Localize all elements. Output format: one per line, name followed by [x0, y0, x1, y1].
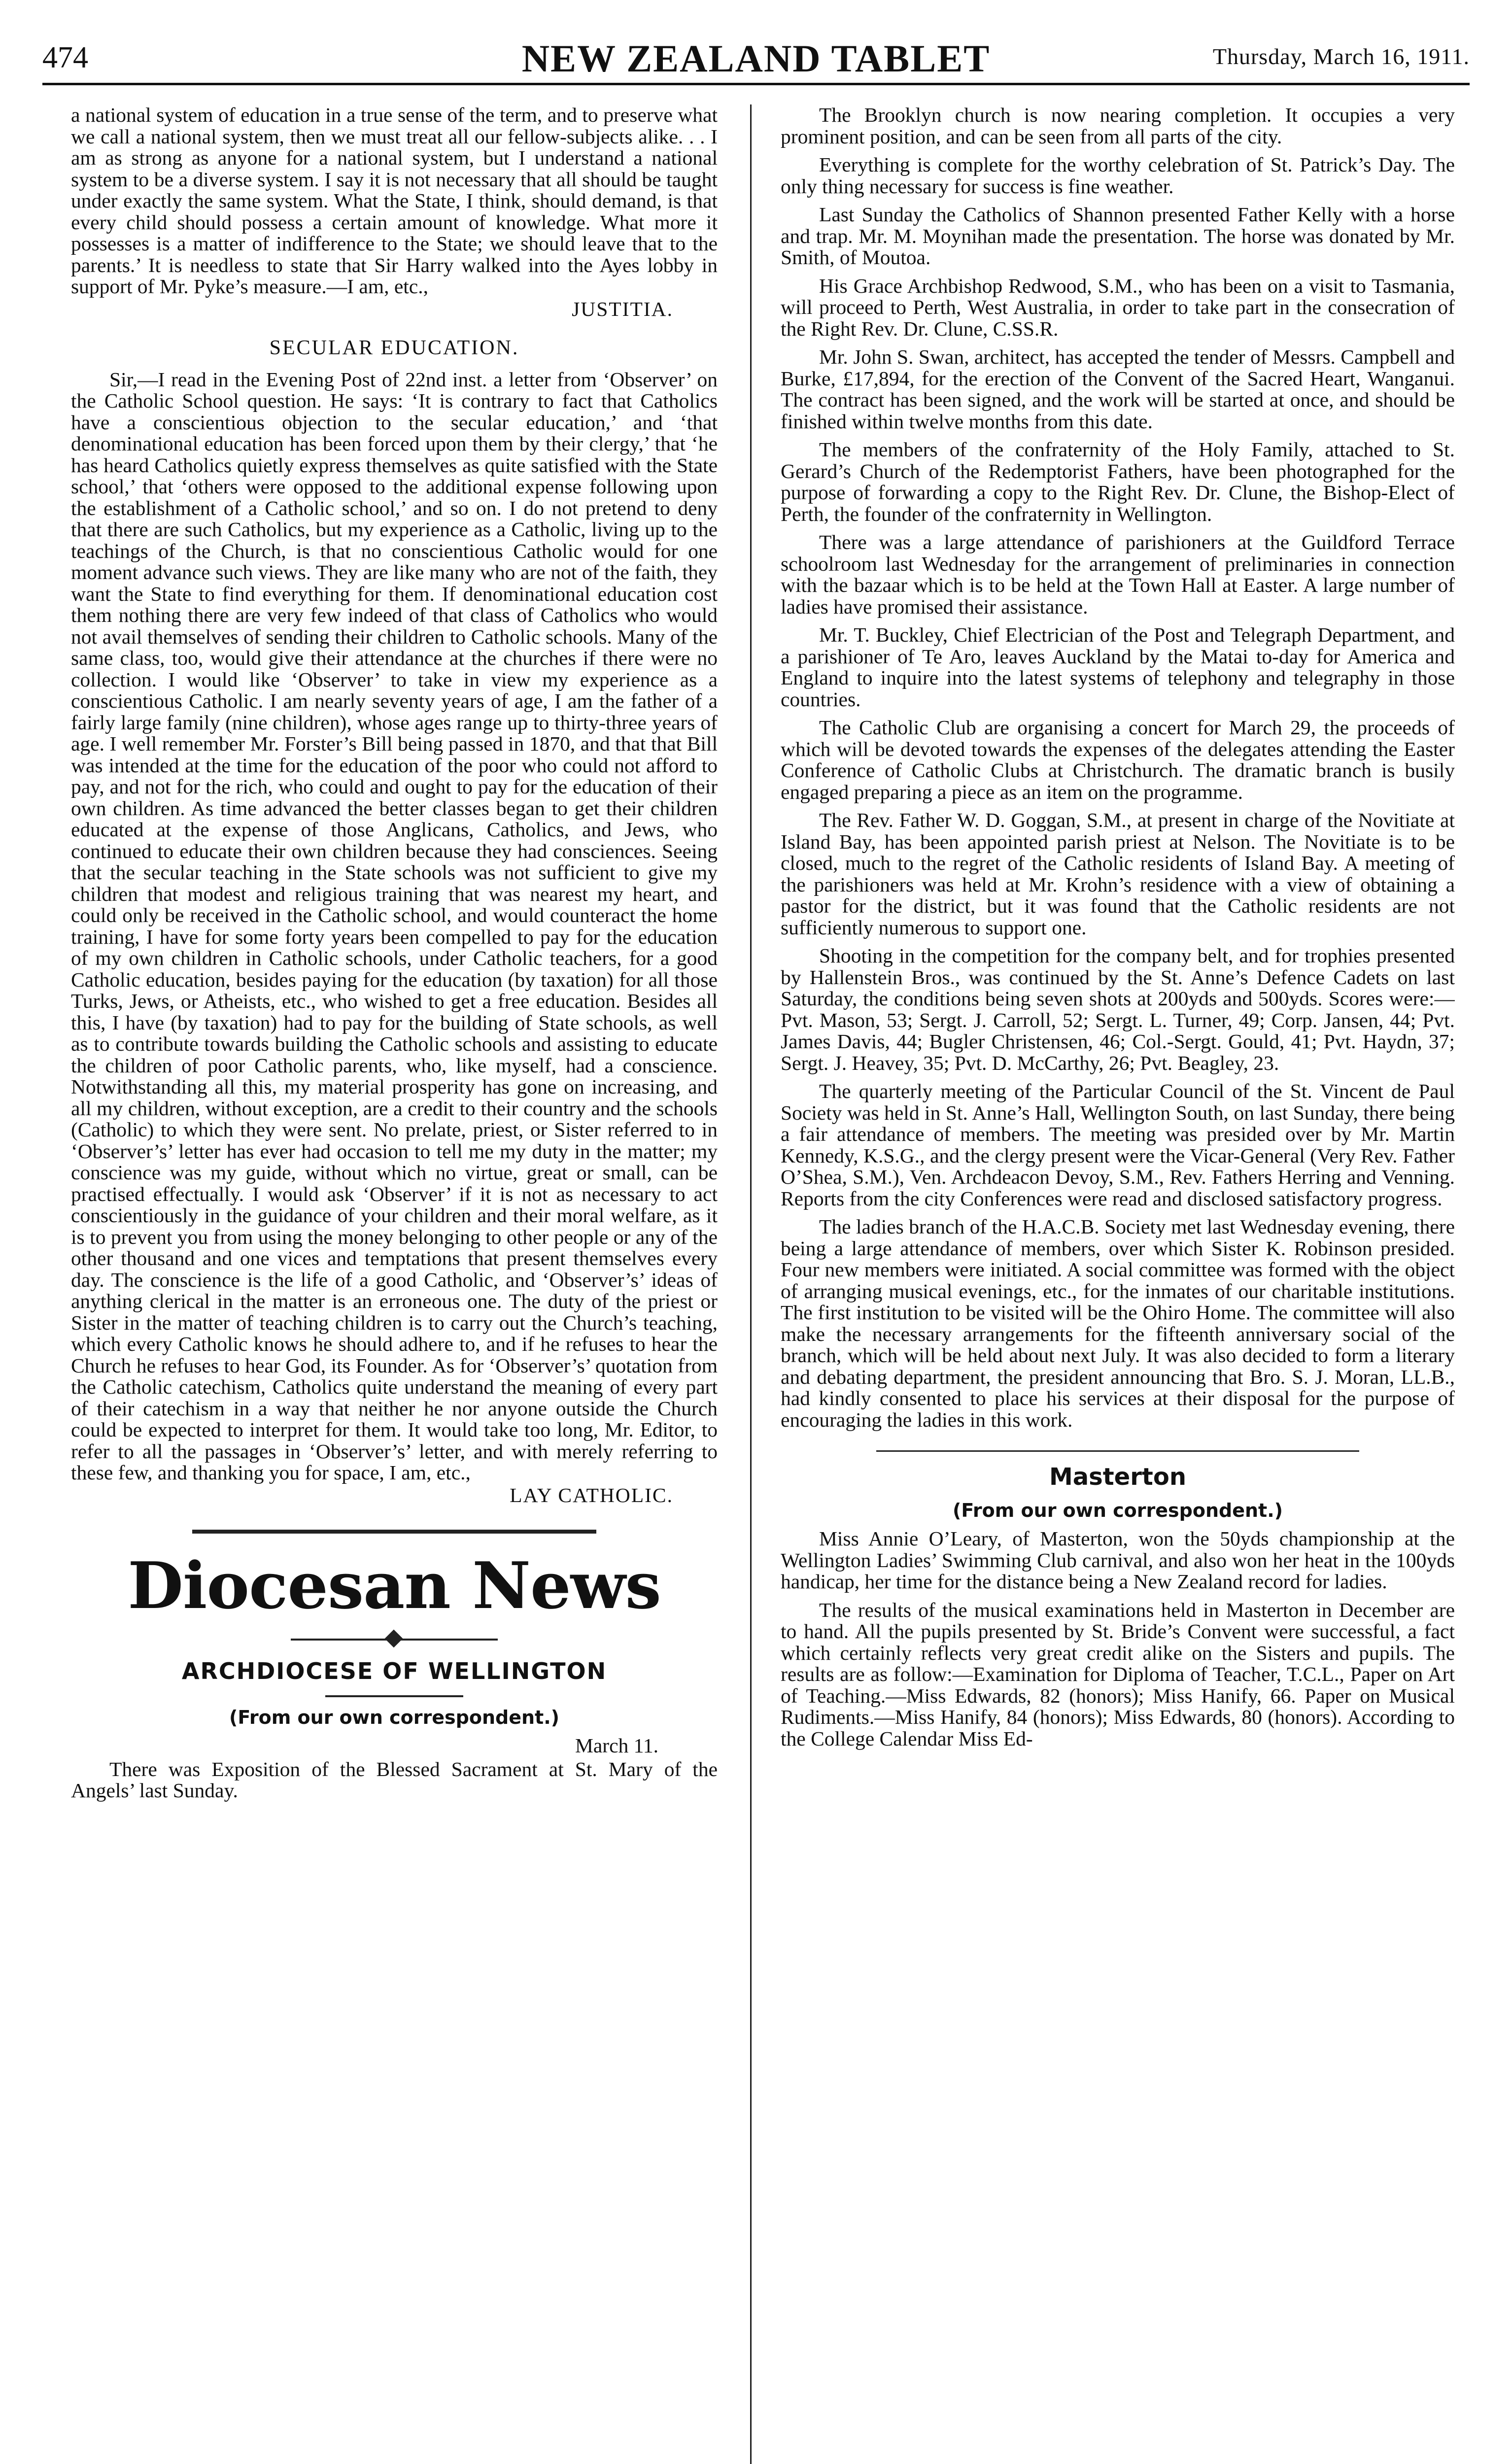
news-item: His Grace Archbishop Redwood, S.M., who has been on a visit to Tasmania, will proceed to Perth, West Australia, in order to take part in the consecration of the Right Rev. Dr. Clune, C.SS.R. — [781, 274, 1455, 340]
page-header — [42, 38, 1470, 85]
news-item: There was a large attendance of parishioners at the Guildford Terrace schoolroom last Wednesday for the arrangement of preliminaries in connection with the bazaar which is to be held at the Town Hall at Easter. A large number of ladies have promised their assistance. — [781, 531, 1455, 618]
issue-date: Thursday, March 16, 1911. — [1212, 44, 1470, 69]
news-item: The ladies branch of the H.A.C.B. Society met last Wednesday evening, there being a large attendance of members, over which Sister K. Robinson presided. Four new members were initiated. A social committee was formed with the object of arranging musical evenings, etc., for the inmates of our charitable institutions. The first institution to be visited will be the Ohiro Home. The committee will also make the necessary arrangements for the fifteenth anniversary social of the branch, which will be held about next July. It was also decided to form a literary and debating department, the president announcing that Bro. S. J. Moran, LL.B., had kindly consented to place his services at their disposal for the purpose of encouraging the ladies in this work. — [781, 1215, 1455, 1431]
archdiocese-heading: ARCHDIOCESE OF WELLINGTON — [181, 1658, 607, 1684]
news-item: Miss Annie O’Leary, of Masterton, won the 50yds championship at the Wellington Ladies’ Swimming Club carnival, and also won her heat in the 100yds handicap, her time for the distance being a New Zealand record for ladies. — [781, 1527, 1455, 1593]
news-item: Shooting in the competition for the company belt, and for trophies presented by Hallenstein Bros., was continued by the St. Anne’s Defence Cadets on last Saturday, the conditions being seven shots at 200yds and 500yds. Scores were:—Pvt. Mason, 53; Sergt. J. Carroll, 52; Sergt. L. Turner, 49; Corp. Jansen, 44; Pvt. James Davis, 44; Bugler Christensen, 46; Col.-Sergt. Gould, 41; Pvt. Haydn, 37; Sergt. J. Heavey, 35; Pvt. D. McCarthy, 26; Pvt. Beagley, 23. — [781, 944, 1455, 1074]
news-item: The members of the confraternity of the Holy Family, attached to St. Gerard’s Church of the Redemptorist Fathers, have been photographed for the purpose of forwarding a copy to the Right Rev. Dr. Clune, the Bishop-Elect of Perth, the founder of the confraternity in Wellington. — [781, 438, 1455, 525]
letter-continuation: a national system of education in a true sense of the term, and to preserve what we call a national system, then we must treat all our fellow-subjects alike. . . I am as strong as anyone for a national system, but I understand a national system to be a diverse system. I say it is not necessary that all should be taught under exactly the same system. What the State, I think, should demand, is that every child should possess a certain amount of knowledge. What more it possesses is a matter of indifference to the State; we should leave that to the parents.’ It is needless to state that Sir Harry walked into the Ayes lobby in support of Mr. Pyke’s measure.—I am, etc., — [71, 104, 718, 298]
news-item: The Catholic Club are organising a concert for March 29, the proceeds of which will be devoted towards the expenses of the delegates attending the Easter Conference of Catholic Clubs at Christchurch. The dramatic branch is busily engaged preparing a piece as an item on the programme. — [781, 716, 1455, 803]
newspaper-title: NEW ZEALAND TABLET — [521, 37, 991, 80]
column-divider — [750, 104, 752, 2464]
left-column — [71, 104, 718, 2464]
letter-lay-catholic: Sir,—I read in the Evening Post of 22nd inst. a letter from ‘Observer’ on the Catholic School question. He says: ‘It is contrary to fact that Catholics have a conscientious objection to the secular education,’ and ‘that denominational education has been forced upon them by their clergy,’ that ‘he has heard Catholics quietly express themselves as quite satisfied with the State school,’ that ‘others were opposed to the additional expense following upon the establishment of a Catholic school,’ and so on. I do not pretend to deny that there are such Catholics, but my experience as a Catholic, living up to the teachings of the Church, is that no conscientious Catholic would for one moment advance such views. They are like many who are not of the faith, they want the State to find everything for them. If denominational education cost them nothing there are very few indeed of that class of Catholics who would not avail themselves of sending their children to Catholic schools. Many of the same class, too, would give their attendance at the churches if there were no collection. I would like ‘Observer’ to take in view my experience as a conscientious Catholic. I am nearly seventy years of age, I am the father of a fairly large family (nine children), whose ages range up to thirty-three years of age. I well remember Mr. Forster’s Bill being passed in 1870, and that that Bill was intended at the time for the education of the poor who could not afford to pay, and not for the rich, who could and ought to pay for the education of their own children. As time advanced the better classes began to get their children educated at the expense of those Anglicans, Catholics, and Jews, who continued to educate their own children because they had consciences. Seeing that the secular teaching in the State schools was not sufficient to give my children that modest and religious training that was nearest my heart, and could only be received in the Catholic school, and would counteract the home training, I have for some forty years been compelled to pay for the education of my own children in Catholic schools, under Catholic teachers, for a good Catholic education, besides paying for the education (by taxation) for all those Turks, Jews, or Atheists, etc., who wished to get a free education. Besides all this, I have (by taxation) had to pay for the building of State schools, as well as to contribute towards building the Catholic schools and assisting to educate the children of poor Catholic parents, who, like myself, had a conscience. Notwithstanding all this, my material prosperity has gone on increasing, and all my children, without exception, are a credit to their country and the schools (Catholic) to which they were sent. No prelate, priest, or Sister referred to in ‘Observer’s’ letter has ever had occasion to tell me my duty in the matter; my conscience was my guide, without which no virtue, great or small, can be practised effectually. I would ask ‘Observer’ if it is not as necessary to act conscientiously in the guidance of your children and their moral welfare, as it is to prevent you from using the money belonging to other people or any of the other thousand and one vices and temptations that present themselves every day. The conscience is the life of a good Catholic, and ‘Observer’s’ ideas of anything clerical in the matter is an erroneous one. The duty of the priest or Sister in the matter of teaching children is to carry out the Church’s teaching, which every Catholic knows he should adhere to, and if he refuses to hear the Church he refuses to hear God, its Founder. As for ‘Observer’s’ quotation from the Catholic catechism, Catholics quite understand the meaning of every part of their catechism in a way that neither he nor anyone outside the Church could be expected to interpret for them. It would take too long, Mr. Editor, to refer to all the passages in ‘Observer’s’ letter, and with merely referring to these few, and thanking you for space, I am, etc., — [71, 368, 718, 1484]
news-item: Everything is complete for the worthy celebration of St. Patrick’s Day. The only thing necessary for success is fine weather. — [781, 153, 1455, 198]
news-item: The Rev. Father W. D. Goggan, S.M., at present in charge of the Novitiate at Island Bay, has been appointed parish priest at Nelson. The Novitiate is to be closed, much to the regret of the Catholic residents of Island Bay. A meeting of the parishioners was held at Mr. Krohn’s residence with a view of obtaining a pastor for the district, but it was found that the Catholic residents are not sufficiently numerous to support one. — [781, 809, 1455, 939]
news-item: The results of the musical examinations held in Masterton in December are to hand. All the pupils presented by St. Bride’s Convent were successful, a fact which certainly reflects very great credit alike on the Sisters and pupils. The results are as follow:—Examination for Diploma of Teacher, T.C.L., Paper on Art of Teaching.—Miss Edwards, 82 (honors); Miss Hanify, 66. Paper on Musical Rudiments.—Miss Hanify, 84 (honors); Miss Edwards, 80 (honors). According to the College Calendar Miss Ed- — [781, 1598, 1455, 1750]
right-column — [781, 104, 1455, 2464]
news-item: Mr. John S. Swan, architect, has accepted the tender of Messrs. Campbell and Burke, £17,894, for the erection of the Convent of the Sacred Heart, Wanganui. The contract has been signed, and the work will be started at once, and should be finished within twelve months from this date. — [781, 345, 1455, 433]
news-item: Last Sunday the Catholics of Shannon presented Father Kelly with a horse and trap. Mr. M. Moynihan made the presentation. The horse was donated by Mr. Smith, of Moutoa. — [781, 203, 1455, 269]
masterton-heading: Masterton — [1049, 1463, 1186, 1491]
diamond-ornament-icon — [385, 1630, 403, 1648]
page-number: 474 — [42, 41, 88, 74]
section-divider — [876, 1450, 1359, 1452]
ornament-divider — [291, 1632, 498, 1647]
signature-lay-catholic: LAY CATHOLIC. — [510, 1483, 673, 1506]
short-divider — [325, 1695, 463, 1697]
news-item: The quarterly meeting of the Particular Council of the St. Vincent de Paul Society was held in St. Anne’s Hall, Wellington South, on last Sunday, there being a fair attendance of members. The meeting was presided over by Mr. Martin Kennedy, K.S.G., and the clergy present were the Vicar-General (Very Rev. Father O’Shea, S.M.), Ven. Archdeacon Devoy, S.M., Rev. Fathers Herring and Venning. Reports from the city Conferences were read and disclosed satisfactory progress. — [781, 1080, 1455, 1210]
news-item: There was Exposition of the Blessed Sacrament at St. Mary of the Angels’ last Sunday. — [71, 1757, 718, 1802]
correspondent-credit: (From our own correspondent.) — [952, 1499, 1283, 1521]
diocesan-news-heading: Diocesan News — [128, 1548, 661, 1623]
news-item: The Brooklyn church is now nearing completion. It occupies a very prominent position, and can be seen from all parts of the city. — [781, 104, 1455, 148]
section-title-secular-education: SECULAR EDUCATION. — [269, 337, 519, 359]
dateline: March 11. — [575, 1734, 658, 1757]
signature-justitia: JUSTITIA. — [572, 297, 673, 320]
section-divider — [192, 1530, 596, 1534]
correspondent-credit: (From our own correspondent.) — [229, 1706, 560, 1728]
news-item: Mr. T. Buckley, Chief Electrician of the Post and Telegraph Department, and a parishioner of Te Aro, leaves Auckland by the Matai to-day for America and England to inquire into the latest systems of telephony and telegraphy in those countries. — [781, 623, 1455, 711]
